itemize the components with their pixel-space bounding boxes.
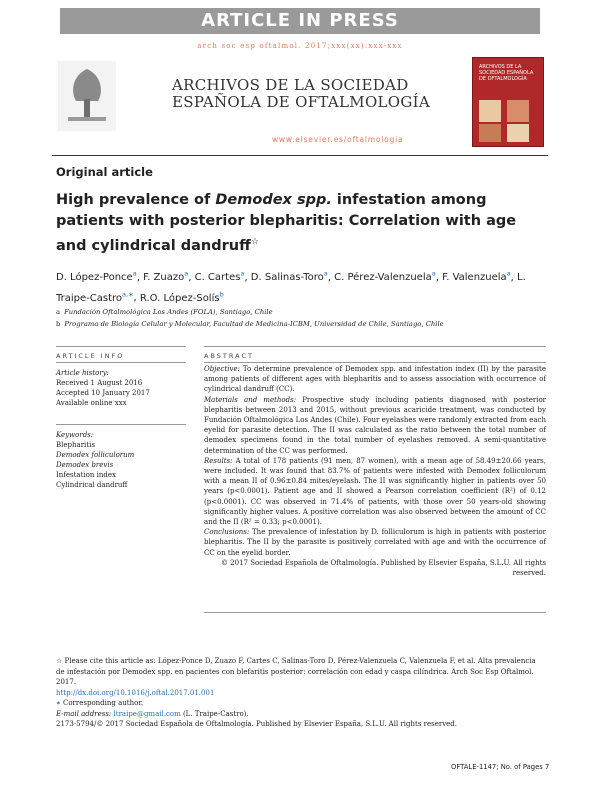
divider xyxy=(56,362,186,363)
author[interactable]: D. Salinas-Toro$^a$ xyxy=(250,270,328,284)
article-info-heading: ARTICLE INFO xyxy=(56,352,125,360)
abstract-body: Objective: To determine prevalence of Demodex spp. and infestation index (II) by the parasite among patients of different ages with blepharitis and to assess association with occurrence of cylindrical dandruff (CC). Materials and methods: Prospective study including patients diagnosed with posterior blepharitis between 2013 and 2015, without previous acaricide treatment, was conducted by Fundación Oftalmológica Los Andes (Chile). Four eyelashes were randomly extracted from each eyelid for parasite detection. The II was calculated as the ratio between the total number of demodex specimens found in the total number of eyelashes removed. A semi-quantitative determination of the CC was performed. Results: A total of 178 patients (91 men, 87 women), with a mean age of 58.49±20.66 years, were included. It was found that 83.7% of patients were infested with Demodex folliculorum with a mean II of 0.96±0.84 mites/eyelash. The II was significantly higher in patients over 50 years (p<0.0001). Patient age and II showed a Pearson correlation coefficient (R²) of 0.12 (p<0.0001). CC was observed in 71.4% of patients, with those over 50 years-old showing significantly higher values. A positive correlation was also observed between the amount of CC and the II (R² = 0.33; p<0.0001). Conclusions: The prevalence of infestation by D. folliculorum is high in patients with posterior blepharitis. The II by the parasite is positively correlated with age and with the occurrence of CC on the eyelid border. © 2017 Sociedad Española de Oftalmología. Published by Elsevier España, S.L.U. All rights reserved. xyxy=(204,365,547,578)
divider xyxy=(56,346,186,347)
affiliation-a: a Fundación Oftalmológica Los Andes (FOLA), Santiago, Chile xyxy=(56,308,273,316)
article-history: Article history: Received 1 August 2016 Accepted 10 January 2017 Available online xxx xyxy=(56,369,150,407)
affiliations xyxy=(56,306,546,330)
author[interactable]: F. Zuazo$^a$ xyxy=(143,270,189,284)
author[interactable]: C. Cartes$^a$ xyxy=(194,270,245,284)
journal-header xyxy=(52,55,548,156)
author[interactable]: L. Traipe-Castro$^{a,∗}$ xyxy=(56,272,526,304)
divider xyxy=(204,612,546,613)
affiliation-b: b Programa de Biología Celular y Molecular, Facultad de Medicina-ICBM, Universidad de Chile, Santiago, Chile xyxy=(56,320,444,328)
author[interactable]: R.O. López-Solís$^b$ xyxy=(139,290,224,304)
doi-link[interactable]: http://dx.doi.org/10.1016/j.oftal.2017.01.001 xyxy=(56,688,215,697)
article-type: Original article xyxy=(56,165,153,179)
article-in-press-banner: ARTICLE IN PRESS xyxy=(60,8,540,34)
journal-url-link[interactable]: www.elsevier.es/oftalmologia xyxy=(272,135,404,144)
keywords: Keywords: Blepharitis Demodex folliculorum Demodex brevis Infestation index Cylindrical dandruff xyxy=(56,431,135,489)
article-title: High prevalence of Demodex spp. infestation among patients with posterior blepharitis: Correlation with age and cylindrical dandruff☆ xyxy=(56,192,517,254)
footnotes xyxy=(56,656,546,730)
email-link[interactable]: ltraipe@gmail.com xyxy=(113,709,181,718)
journal-title: ARCHIVOS DE LA SOCIEDAD ESPAÑOLA DE OFTALMOLOGÍA xyxy=(172,76,431,111)
author[interactable]: F. Valenzuela$^a$ xyxy=(442,270,511,284)
divider xyxy=(204,346,546,347)
email-line: E-mail address: ltraipe@gmail.com (L. Traipe-Castro). xyxy=(56,709,249,718)
cover-title: ARCHIVOS DE LA SOCIEDAD ESPAÑOLA DE OFTALMOLOGÍA xyxy=(479,64,534,82)
citation-note: ☆ Please cite this article as: López-Ponce D, Zuazo F, Cartes C, Salinas-Toro D, Pérez-Valenzuela C, Valenzuela F, et al. Alta prevalencia de infestación por Demodex spp. en pacientes con blefaritis posterior: correlación con edad y caspa cilíndrica. Arch Soc Esp Oftalmol. 2017. xyxy=(56,657,536,686)
journal-reference: arch soc esp oftalmol. 2017;xxx(xx):xxx-xxx xyxy=(197,42,403,50)
issn-line: 2173-5794/© 2017 Sociedad Española de Oftalmología. Published by Elsevier España, S.L.U. All rights reserved. xyxy=(56,720,458,728)
footer-id: OFTALE-1147; No. of Pages 7 xyxy=(451,763,550,771)
journal-cover-image xyxy=(472,57,544,147)
divider xyxy=(56,424,186,425)
abstract-heading: ABSTRACT xyxy=(204,352,254,360)
copyright: © 2017 Sociedad Española de Oftalmología. Published by Elsevier España, S.L.U. All rights reserved. xyxy=(220,558,546,578)
elsevier-logo-icon xyxy=(58,61,116,131)
author-list: D. López-Ponce$^a$, F. Zuazo$^a$, C. Cartes$^a$, D. Salinas-Toro$^a$, C. Pérez-Valenzuela$^a$, F. Valenzuela$^a$, L. Traipe-Castro$^{a,∗}$, R.O. López-Solís$^b$ xyxy=(56,270,526,304)
divider xyxy=(204,362,546,363)
author[interactable]: D. López-Ponce$^a$ xyxy=(56,270,137,284)
corresponding-author: ∗ Corresponding author. xyxy=(56,699,144,707)
author[interactable]: C. Pérez-Valenzuela$^a$ xyxy=(334,270,436,284)
